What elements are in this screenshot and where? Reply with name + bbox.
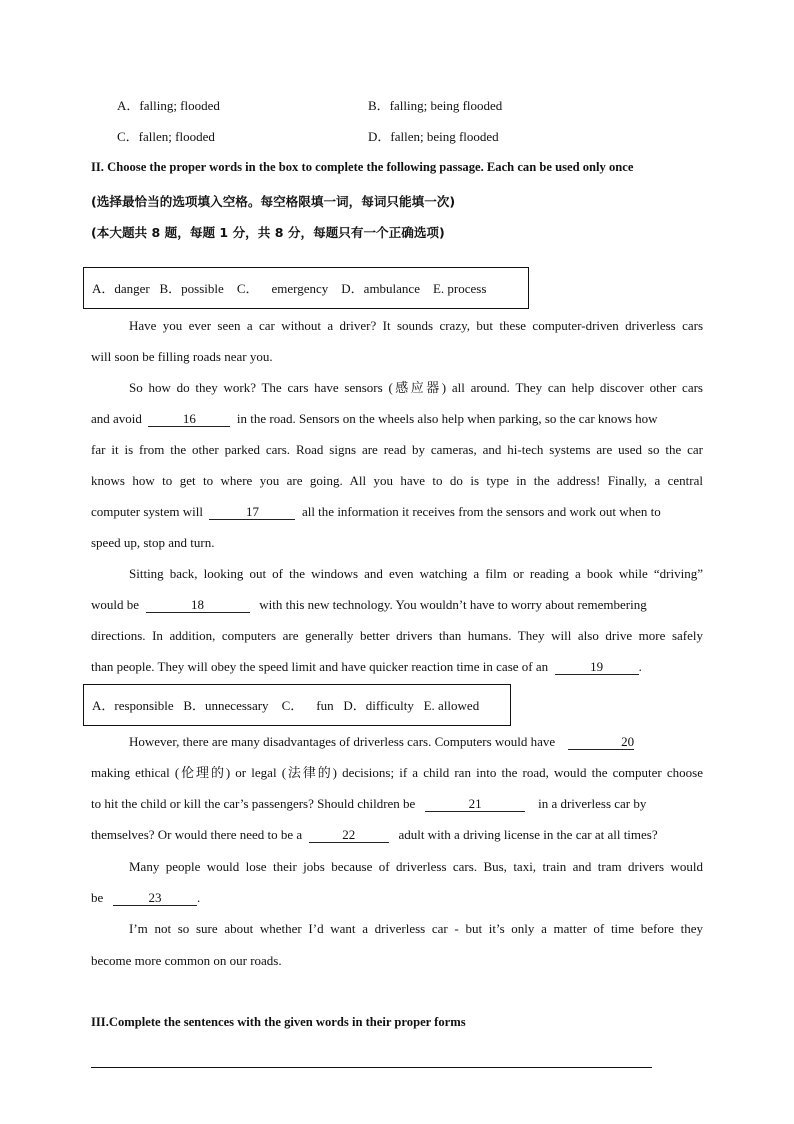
passage-line: So how do they work? The cars have sensors (感应器) all around. They can help discover other cars xyxy=(129,380,703,395)
word-box-2-item: B．unnecessary xyxy=(183,698,269,713)
answer-line xyxy=(91,1067,652,1068)
passage-text: all the information it receives from the sensors and work out when to xyxy=(301,504,661,519)
word-box-2 xyxy=(83,684,511,726)
option-b: B．falling; being flooded xyxy=(368,98,503,113)
blank-18[interactable]: 18 xyxy=(146,597,250,613)
passage-line: making ethical (伦理的) or legal (法律的) decisions; if a child ran into the road, would the computer choose xyxy=(91,765,703,780)
passage-line: directions. In addition, computers are generally better drivers than humans. They will also drive more safely xyxy=(91,628,703,643)
blank-19[interactable]: 19 xyxy=(555,659,639,675)
section-2-title: II. Choose the proper words in the box to complete the following passage. Each can be used only once xyxy=(91,160,634,174)
period: . xyxy=(197,890,201,905)
passage-text: with this new technology. You wouldn’t have to worry about remembering xyxy=(259,597,647,612)
passage-line xyxy=(91,651,703,682)
passage-text: and avoid xyxy=(91,411,142,426)
word-box-2-item: fun xyxy=(316,698,334,713)
passage-line: Many people would lose their jobs because of driverless cars. Bus, taxi, train and tram drivers would xyxy=(129,859,703,874)
passage-line: Sitting back, looking out of the windows and even watching a film or reading a book while “driving” xyxy=(129,566,703,581)
passage-line xyxy=(91,819,703,850)
passage-line xyxy=(91,403,703,434)
option-d: D．fallen; being flooded xyxy=(368,129,499,144)
passage-text: adult with a driving license in the car at all times? xyxy=(398,827,658,842)
word-box-1-item: A．danger xyxy=(92,281,150,296)
blank-16[interactable]: 16 xyxy=(148,411,230,427)
passage-line: will soon be filling roads near you. xyxy=(91,349,273,364)
word-box-2-item: D．difficulty xyxy=(343,698,414,713)
passage-text: However, there are many disadvantages of driverless cars. Computers would have xyxy=(129,734,556,749)
passage-text: be xyxy=(91,890,104,905)
option-a: A．falling; flooded xyxy=(117,98,220,113)
blank-17[interactable]: 17 xyxy=(209,504,295,520)
passage-line xyxy=(91,788,703,819)
blank-22[interactable]: 22 xyxy=(309,827,389,843)
passage-text: to hit the child or kill the car’s passengers? Should children be xyxy=(91,796,416,811)
section-2-subtitle: (选择最恰当的选项填入空格。每空格限填一词，每词只能填一次) xyxy=(91,194,456,209)
word-box-2-item: E. allowed xyxy=(423,698,480,713)
passage-line xyxy=(91,589,703,620)
passage-line: far it is from the other parked cars. Road signs are read by cameras, and hi-tech systems are used so the car xyxy=(91,442,703,457)
word-box-2-item: A．responsible xyxy=(92,698,174,713)
passage-line xyxy=(91,882,703,913)
word-box-1-item: emergency xyxy=(271,281,329,296)
blank-23[interactable]: 23 xyxy=(113,890,197,906)
blank-20[interactable]: 20 xyxy=(568,734,634,750)
passage-line: I’m not so sure about whether I’d want a driverless car - but it’s only a matter of time before they xyxy=(129,921,703,936)
passage-line: Have you ever seen a car without a driver? It sounds crazy, but these computer-driven driverless cars xyxy=(129,318,703,333)
period: . xyxy=(638,659,642,674)
word-box-2-item: C． xyxy=(281,698,304,713)
option-c: C．fallen; flooded xyxy=(117,129,215,144)
passage-line xyxy=(129,726,703,757)
passage-line: speed up, stop and turn. xyxy=(91,535,215,550)
passage-text: than people. They will obey the speed limit and have quicker reaction time in case of an xyxy=(91,659,549,674)
passage-text: computer system will xyxy=(91,504,203,519)
word-box-1-item: D．ambulance xyxy=(341,281,420,296)
blank-21[interactable]: 21 xyxy=(425,796,525,812)
passage-text: in a driverless car by xyxy=(538,796,647,811)
passage-line xyxy=(91,496,703,527)
word-box-1 xyxy=(83,267,529,309)
passage-text: in the road. Sensors on the wheels also help when parking, so the car knows how xyxy=(236,411,658,426)
passage-text: would be xyxy=(91,597,140,612)
section-2-note: (本大题共 8 题，每题 1 分，共 8 分，每题只有一个正确选项) xyxy=(91,225,445,240)
passage-line: knows how to get to where you are going. All you have to do is type in the address! Finally, a central xyxy=(91,473,703,488)
word-box-1-item: E. process xyxy=(432,281,487,296)
section-3-title: III.Complete the sentences with the given words in their proper forms xyxy=(91,1015,466,1029)
word-box-1-item: B．possible xyxy=(159,281,224,296)
passage-text: themselves? Or would there need to be a xyxy=(91,827,303,842)
passage-line: become more common on our roads. xyxy=(91,953,282,968)
word-box-1-item: C． xyxy=(236,281,259,296)
